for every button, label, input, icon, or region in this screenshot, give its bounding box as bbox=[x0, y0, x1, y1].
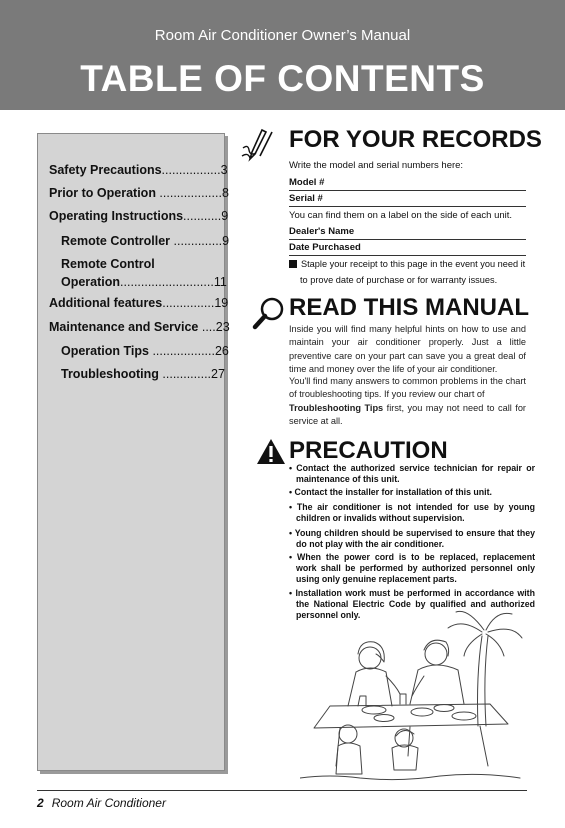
staple-note-line1 bbox=[289, 259, 526, 269]
toc-item-prior-to-operation[interactable] bbox=[49, 186, 229, 200]
toc-dots: ........... bbox=[183, 209, 222, 223]
read-paragraph-2: You'll find many answers to common problems in the chart of troubleshooting tips. If you review our chart of bbox=[289, 376, 526, 400]
picnic-illustration bbox=[300, 606, 530, 784]
records-heading: FOR YOUR RECORDS bbox=[289, 126, 542, 153]
page-footer bbox=[37, 796, 166, 810]
toc-page: 27 bbox=[211, 367, 225, 381]
toc-item-operation-tips[interactable] bbox=[61, 344, 229, 358]
toc-page: 11 bbox=[213, 275, 227, 289]
bullet-text: Young children should be supervised to ensure that they do not play with the air conditioner. bbox=[294, 528, 535, 549]
toc-page: 23 bbox=[215, 320, 230, 334]
label-note: You can find them on a label on the side of each unit. bbox=[289, 210, 513, 221]
read-paragraph-1: Inside you will find many helpful hints on how to use and maintain your air conditioner properly. Just a little preventive care on your part can save you a great deal of time and money over the life of your air conditioner. bbox=[289, 324, 526, 375]
bullet-text: Contact the authorized service technician for repair or maintenance of this unit. bbox=[296, 463, 535, 484]
toc-page: 3 bbox=[220, 163, 228, 177]
toc-dots: .... bbox=[198, 320, 216, 334]
toc-panel bbox=[37, 133, 225, 771]
troubleshooting-tips-bold: Troubleshooting Tips bbox=[289, 403, 384, 413]
precaution-bullet-6: • Installation work must be performed in accordance with the National Electric Code by qualified and authorized personnel only. bbox=[289, 588, 535, 620]
toc-dots: .............. bbox=[158, 367, 212, 381]
header-banner bbox=[0, 0, 565, 110]
manual-subtitle: Room Air Conditioner Owner’s Manual bbox=[154, 27, 411, 44]
dealer-rule bbox=[289, 239, 526, 240]
toc-item-remote-controller[interactable] bbox=[61, 234, 229, 248]
footer-rule bbox=[37, 790, 527, 791]
toc-label: Maintenance and Service bbox=[49, 320, 199, 334]
dealer-label: Dealer's Name bbox=[289, 226, 355, 237]
toc-item-maintenance-and-service[interactable] bbox=[49, 320, 230, 334]
staple-text-1: Staple your receipt to this page in the event you need it bbox=[301, 259, 526, 269]
toc-label: Operating Instructions bbox=[49, 209, 184, 223]
bullet-text: When the power cord is to be replaced, replacement work shall be performed by authorized personnel only using only genuine replacement parts. bbox=[296, 552, 535, 584]
precaution-bullet-2: • Contact the installer for installation of this unit. bbox=[289, 487, 492, 497]
toc-page: 9 bbox=[222, 234, 230, 248]
toc-label: Additional features bbox=[49, 296, 163, 310]
precaution-heading: PRECAUTION bbox=[289, 437, 448, 464]
serial-label: Serial # bbox=[289, 193, 323, 204]
page-title: TABLE OF CONTENTS bbox=[80, 58, 485, 99]
toc-label: Operation Tips bbox=[61, 344, 149, 358]
toc-dots: ................. bbox=[161, 163, 221, 177]
pen-writing-icon bbox=[240, 126, 284, 166]
read-paragraph-3 bbox=[289, 402, 526, 429]
magnifier-icon bbox=[252, 296, 286, 330]
model-rule bbox=[289, 190, 526, 191]
toc-page: 9 bbox=[221, 209, 229, 223]
toc-label: Safety Precautions bbox=[49, 163, 162, 177]
bullet-text: Installation work must be performed in accordance with the National Electric Code by qualified and authorized personnel only. bbox=[295, 588, 535, 620]
toc-page: 8 bbox=[221, 186, 229, 200]
toc-page: 26 bbox=[214, 344, 229, 358]
toc-dots: .................. bbox=[155, 186, 222, 200]
toc-dots: .................. bbox=[148, 344, 215, 358]
toc-dots: ........................... bbox=[120, 275, 214, 289]
date-rule bbox=[289, 255, 526, 256]
toc-label: Remote Controller bbox=[61, 234, 171, 248]
bullet-text: Contact the installer for installation of this unit. bbox=[294, 487, 492, 497]
toc-dots: ............... bbox=[162, 296, 215, 310]
toc-item-troubleshooting[interactable] bbox=[61, 367, 225, 381]
toc-item-safety-precautions[interactable] bbox=[49, 163, 228, 177]
precaution-bullet-1: • Contact the authorized service technician for repair or maintenance of this unit. bbox=[289, 463, 535, 484]
footer-text: Room Air Conditioner bbox=[51, 796, 166, 810]
toc-label: Prior to Operation bbox=[49, 186, 156, 200]
toc-label: Troubleshooting bbox=[61, 367, 159, 381]
model-label: Model # bbox=[289, 177, 325, 188]
date-label: Date Purchased bbox=[289, 242, 361, 253]
toc-item-additional-features[interactable] bbox=[49, 296, 228, 310]
toc-dots: .............. bbox=[170, 234, 223, 248]
serial-rule bbox=[289, 206, 526, 207]
page-number: 2 bbox=[37, 796, 44, 810]
warning-triangle-icon bbox=[256, 438, 286, 465]
read-p3-rest: first, you may not need to call for service at all. bbox=[289, 403, 526, 427]
read-heading: READ THIS MANUAL bbox=[289, 294, 529, 321]
precaution-bullet-3: • The air conditioner is not intended for use by young children or invalids without supervision. bbox=[289, 502, 535, 523]
toc-item-operating-instructions[interactable] bbox=[49, 209, 228, 223]
precaution-bullet-5: • When the power cord is to be replaced, replacement work shall be performed by authorized personnel only using only genuine replacement parts. bbox=[289, 552, 535, 584]
toc-label-line1: Remote Control bbox=[61, 257, 155, 271]
toc-item-remote-control-operation[interactable] bbox=[61, 256, 227, 290]
toc-label-line2: Operation bbox=[61, 275, 121, 289]
square-bullet-icon bbox=[289, 260, 297, 268]
staple-note-line2: to prove date of purchase or for warranty issues. bbox=[300, 275, 498, 285]
records-intro: Write the model and serial numbers here: bbox=[289, 160, 464, 171]
toc-page: 19 bbox=[214, 296, 229, 310]
precaution-bullet-4: • Young children should be supervised to ensure that they do not play with the air conditioner. bbox=[289, 528, 535, 549]
bullet-text: The air conditioner is not intended for use by young children or invalids without supervision. bbox=[296, 502, 535, 523]
